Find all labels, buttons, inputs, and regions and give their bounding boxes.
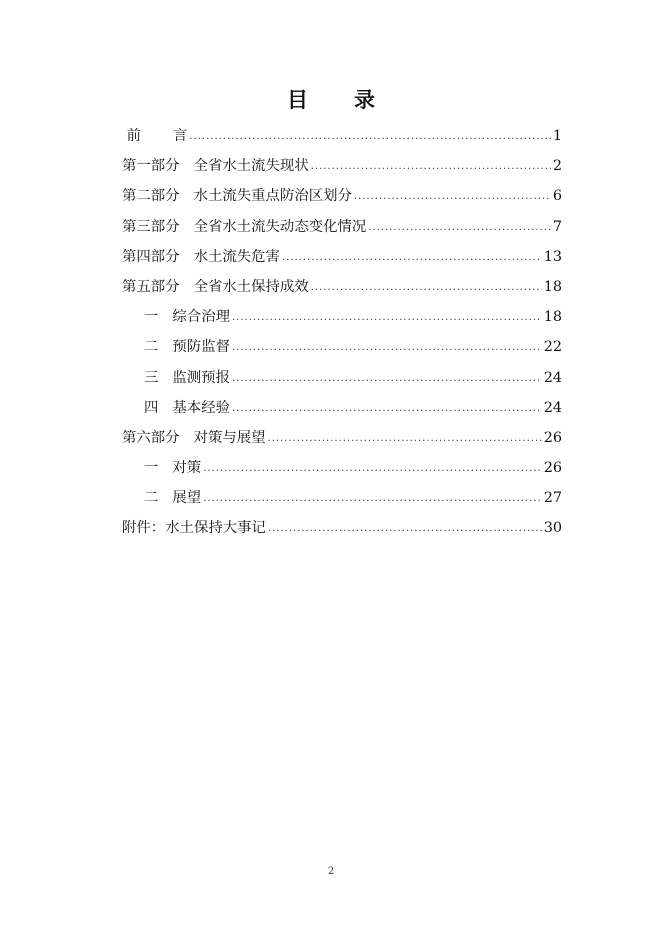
toc-entry-6-2[interactable] — [122, 483, 562, 513]
toc-heading-char-1: 目 — [287, 88, 308, 112]
toc-entry-page: 7 — [552, 218, 562, 235]
toc-entry-label — [122, 212, 366, 242]
toc-entry-label — [122, 151, 309, 181]
dot-leader — [189, 122, 550, 152]
toc-entry-label — [122, 513, 266, 543]
toc-entry-part-6[interactable] — [122, 423, 562, 453]
toc-entry-label — [144, 332, 230, 362]
toc-heading-char-2: 录 — [354, 88, 375, 112]
toc-entry-title: 综合治理 — [172, 309, 230, 326]
toc-entry-5-2[interactable] — [122, 332, 562, 362]
dot-leader — [282, 243, 542, 273]
toc-entry-label — [144, 453, 201, 483]
toc-list — [122, 121, 562, 544]
toc-entry-title: 预防监督 — [172, 339, 230, 356]
toc-entry-part: 附件： — [122, 520, 166, 537]
toc-entry-part: 一 — [144, 309, 159, 326]
toc-entry-label — [122, 121, 187, 151]
toc-entry-title: 全省水土流失动态变化情况 — [193, 218, 367, 235]
toc-heading — [0, 84, 662, 114]
toc-entry-page: 24 — [543, 399, 562, 416]
dot-leader — [203, 454, 541, 484]
toc-entry-label — [122, 272, 309, 302]
toc-entry-part: 一 — [144, 460, 159, 477]
toc-entry-part: 第一部分 — [122, 158, 180, 175]
toc-entry-page: 24 — [543, 369, 562, 386]
toc-entry-page: 1 — [552, 128, 562, 144]
toc-entry-part: 二 — [144, 490, 159, 507]
toc-entry-title: 展望 — [172, 490, 202, 507]
dot-leader — [268, 514, 542, 544]
toc-entry-title: 水土流失危害 — [193, 248, 280, 265]
dot-leader — [232, 303, 542, 333]
dot-leader — [232, 364, 542, 394]
toc-entry-title: 对策 — [172, 460, 202, 477]
toc-entry-label — [144, 302, 230, 332]
dot-leader — [232, 333, 542, 363]
toc-entry-label — [144, 393, 230, 423]
toc-entry-5-1[interactable] — [122, 302, 562, 332]
toc-entry-title: 对策与展望 — [193, 429, 266, 446]
toc-entry-title: 监测预报 — [172, 369, 230, 386]
page-number-footer: 2 — [327, 866, 335, 877]
toc-entry-part: 二 — [144, 339, 159, 356]
toc-entry-part: 第四部分 — [122, 248, 180, 265]
toc-entry-part-5[interactable] — [122, 272, 562, 302]
toc-entry-page: 26 — [543, 429, 562, 446]
toc-entry-part-3[interactable] — [122, 212, 562, 242]
toc-entry-page: 13 — [543, 248, 562, 265]
toc-entry-part-4[interactable] — [122, 242, 562, 272]
toc-entry-page: 6 — [552, 188, 562, 205]
toc-entry-page: 2 — [552, 158, 562, 175]
toc-entry-5-4[interactable] — [122, 393, 562, 423]
toc-entry-part-1[interactable] — [122, 151, 562, 181]
toc-entry-title: 全省水土流失现状 — [193, 158, 309, 175]
dot-leader — [268, 424, 542, 454]
toc-entry-part: 前 — [126, 128, 141, 144]
toc-entry-part-2: 言 — [172, 128, 188, 144]
toc-entry-page: 30 — [543, 520, 562, 537]
dot-leader — [354, 182, 551, 212]
toc-entry-part-2[interactable] — [122, 181, 562, 211]
toc-entry-part: 第二部分 — [122, 188, 180, 205]
dot-leader — [203, 484, 541, 514]
toc-entry-title: 水土流失重点防治区划分 — [193, 188, 352, 205]
toc-entry-part: 第五部分 — [122, 278, 180, 295]
toc-entry-part: 第三部分 — [122, 218, 180, 235]
toc-entry-label — [122, 242, 280, 272]
toc-entry-label — [144, 483, 201, 513]
toc-entry-label — [122, 423, 266, 453]
toc-entry-page: 18 — [543, 309, 562, 326]
dot-leader — [311, 152, 551, 182]
toc-entry-6-1[interactable] — [122, 453, 562, 483]
toc-entry-page: 27 — [543, 490, 562, 507]
toc-entry-appendix[interactable] — [122, 513, 562, 543]
toc-entry-page: 22 — [543, 339, 562, 356]
toc-entry-title: 基本经验 — [172, 399, 230, 416]
toc-entry-part: 第六部分 — [122, 429, 180, 446]
toc-entry-preface[interactable] — [122, 121, 562, 151]
toc-entry-label — [122, 181, 352, 211]
toc-entry-title: 全省水土保持成效 — [193, 278, 309, 295]
dot-leader — [368, 213, 551, 243]
toc-entry-5-3[interactable] — [122, 363, 562, 393]
dot-leader — [232, 394, 542, 424]
toc-entry-page: 18 — [543, 278, 562, 295]
toc-entry-part: 三 — [144, 369, 159, 386]
toc-entry-page: 26 — [543, 460, 562, 477]
toc-entry-title: 水土保持大事记 — [165, 520, 266, 537]
dot-leader — [311, 273, 542, 303]
toc-entry-part: 四 — [144, 399, 159, 416]
toc-entry-label — [144, 363, 230, 393]
